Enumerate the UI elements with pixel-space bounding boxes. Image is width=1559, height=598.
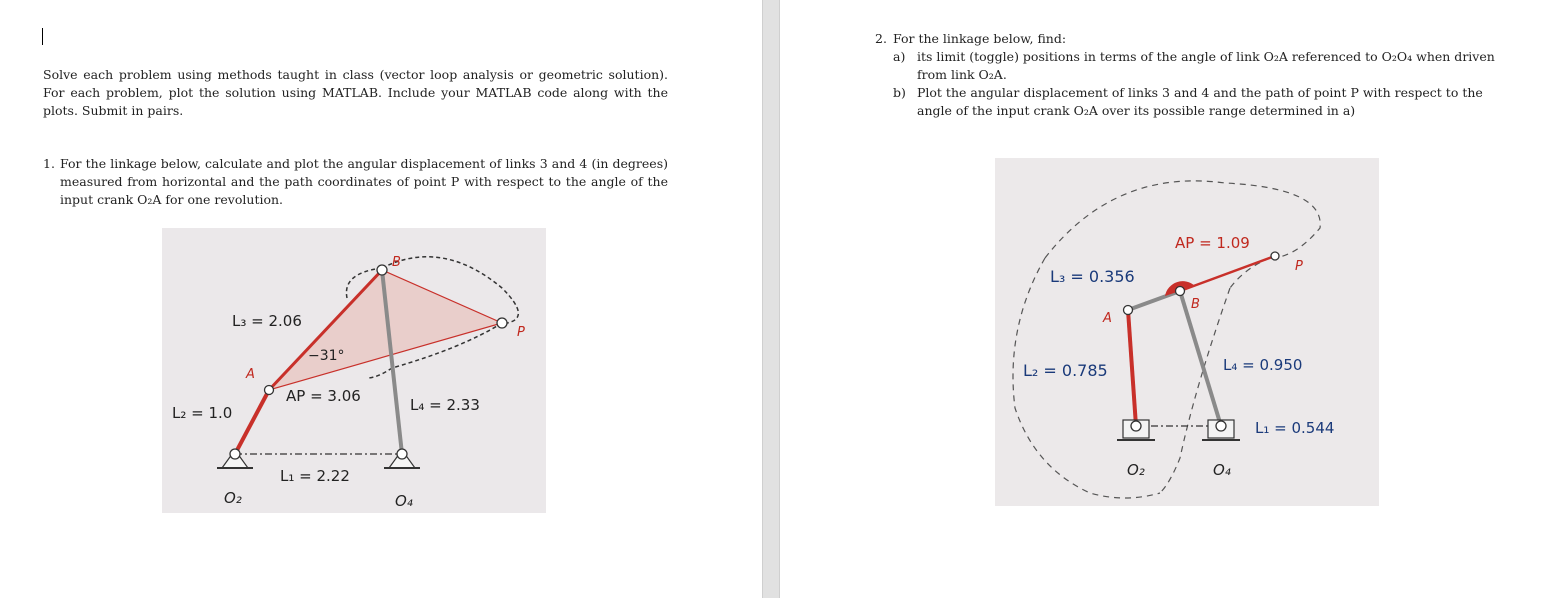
- question-2-item-a: [875, 48, 1505, 84]
- joint-b: [377, 265, 387, 275]
- point-p: [497, 318, 507, 328]
- question-2-item-b: [875, 84, 1505, 120]
- label-angle: −31°: [308, 348, 345, 364]
- label-P: P: [517, 325, 525, 340]
- label-AP: AP = 3.06: [286, 387, 361, 405]
- item-b-label: b): [893, 85, 906, 100]
- page-gap: [762, 0, 780, 598]
- ground-pivot-o2: [1117, 420, 1155, 440]
- question-1: [43, 155, 668, 209]
- label-A: A: [246, 367, 255, 382]
- ground-pivot-o4: [1202, 420, 1240, 440]
- joint-a: [265, 386, 274, 395]
- question-2-number: 2.: [875, 31, 887, 46]
- label-L2: L₂ = 0.785: [1023, 361, 1108, 380]
- label-O2: O₂: [1127, 461, 1145, 479]
- linkage-figure-2: [995, 158, 1379, 506]
- label-L3: L₃ = 2.06: [232, 312, 302, 330]
- label-L1: L₁ = 0.544: [1255, 419, 1335, 437]
- item-b-text: Plot the angular displacement of links 3 and 4 and the path of point P with respect to the angle of the input crank O₂A over its possible range determined in a): [917, 85, 1483, 118]
- linkage-figure-1: [162, 228, 546, 513]
- label-O4: O₄: [1213, 461, 1231, 479]
- figure-2-background: [995, 158, 1379, 506]
- label-AP: AP = 1.09: [1175, 234, 1250, 252]
- label-O2: O₂: [224, 489, 242, 507]
- label-A: A: [1103, 311, 1112, 326]
- question-1-text: For the linkage below, calculate and plot the angular displacement of links 3 and 4 (in degrees) measured from horizontal and the path coordinates of point P with respect to the angle of the input crank O₂A for one revolution.: [60, 156, 668, 207]
- question-2-header: [875, 30, 1505, 48]
- question-1-number: 1.: [43, 156, 55, 171]
- label-L4: L₄ = 2.33: [410, 396, 480, 414]
- label-O4: O₄: [395, 492, 413, 510]
- text-cursor: [42, 28, 43, 45]
- question-2-intro: For the linkage below, find:: [893, 31, 1067, 46]
- question-2: [875, 30, 1505, 120]
- label-L1: L₁ = 2.22: [280, 467, 350, 485]
- label-L4: L₄ = 0.950: [1223, 356, 1303, 374]
- joint-b: [1176, 287, 1185, 296]
- label-B: B: [392, 255, 401, 270]
- label-L2: L₂ = 1.0: [172, 404, 233, 422]
- item-a-text: its limit (toggle) positions in terms of the angle of link O₂A referenced to O₂O₄ when driven from link O₂A.: [917, 49, 1495, 82]
- label-P: P: [1295, 259, 1303, 274]
- joint-a: [1124, 306, 1133, 315]
- instructions-paragraph: Solve each problem using methods taught in class (vector loop analysis or geometric solution). For each problem, plot the solution using MATLAB. Include your MATLAB code along with the plots. Submit in pairs.: [43, 67, 668, 118]
- point-p: [1271, 252, 1279, 260]
- label-L3: L₃ = 0.356: [1050, 267, 1135, 286]
- item-a-label: a): [893, 49, 906, 64]
- label-B: B: [1191, 297, 1200, 312]
- figure-1-background: [162, 228, 546, 513]
